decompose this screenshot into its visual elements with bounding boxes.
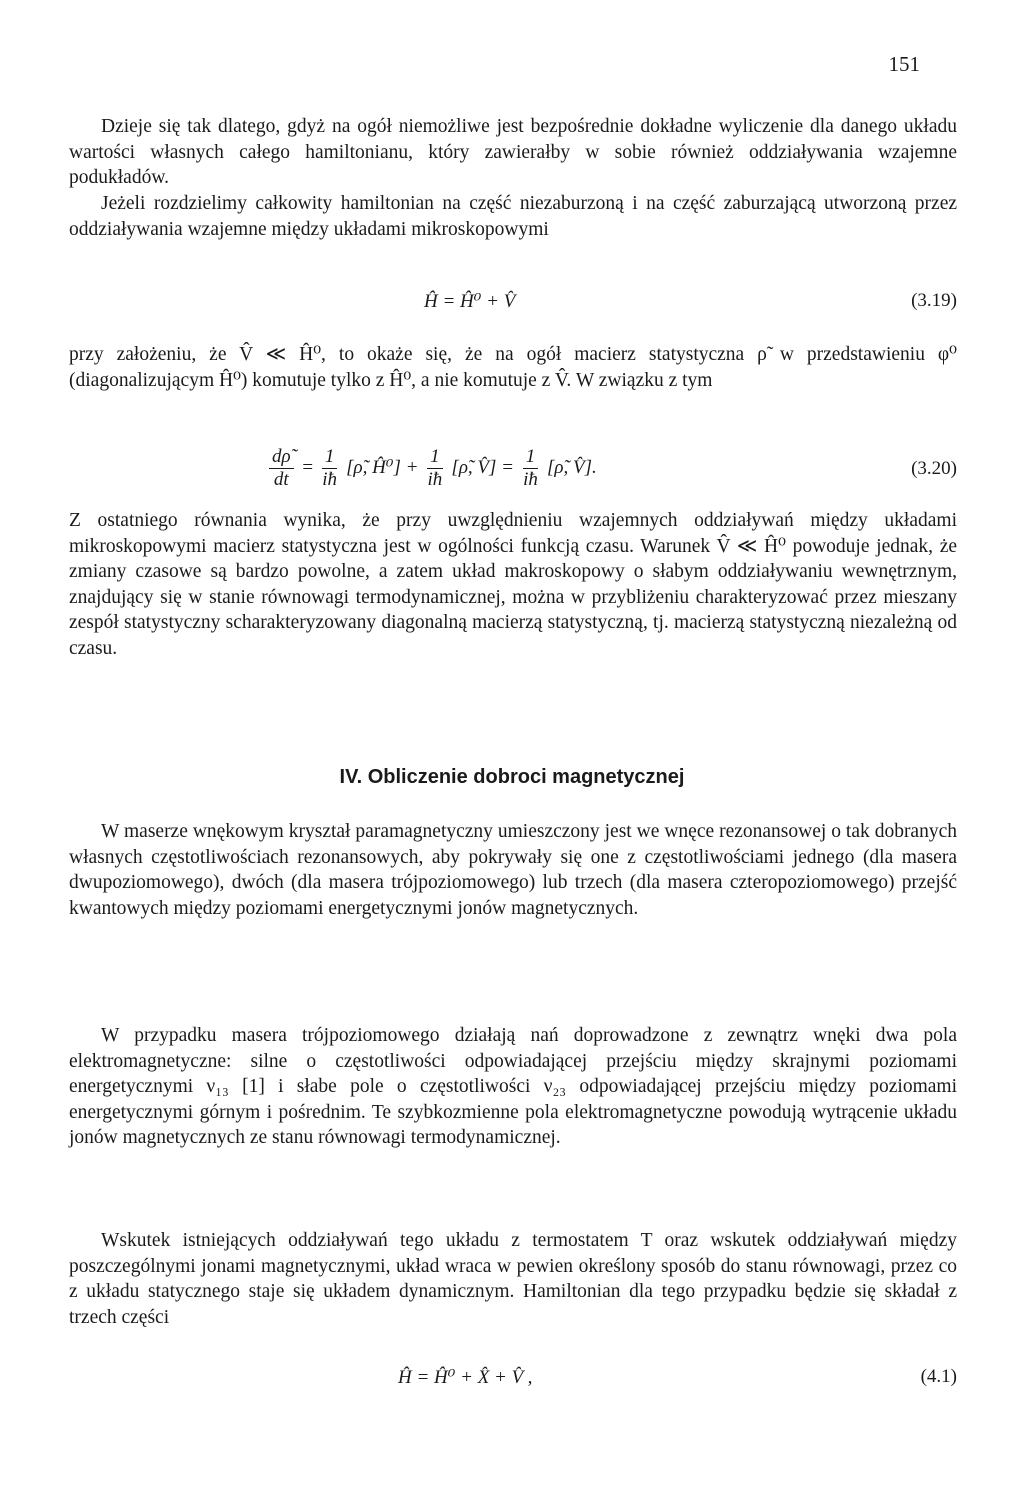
fraction-2 [427, 446, 443, 491]
paragraph-4: Z ostatniego równania wynika, że przy uwzględnieniu wzajemnych oddziaływań między układami mikroskopowymi macierz statystyczna jest w ogólności funkcją czasu. Warunek V̂ ≪ Ĥ⁰ powoduje jednak, że zmiany czasowe są bardzo powolne, a zatem układ makroskopowy o słabym oddziaływaniu wewnętrznym, znajdujący się w stanie równowagi termodynamicznej, można w przybliżeniu charakteryzować przez mieszany zespół statystyczny scharakteryzowany diagonalną macierzą statystyczną, tj. macierzą statystyczną niezależną od czasu. [69, 510, 957, 659]
equation-3-19-number: (3.19) [911, 290, 957, 311]
paragraph-5 [69, 819, 957, 921]
fraction-denominator: iħ [322, 469, 337, 490]
derivative-fraction [269, 446, 294, 491]
paragraph-2 [69, 191, 957, 242]
fraction-denominator: iħ [523, 469, 538, 490]
section-heading: IV. Obliczenie dobroci magnetycznej [339, 766, 685, 788]
commutator-term-1: [ρ̃, Ĥ⁰] + [346, 456, 419, 478]
fraction-numerator: 1 [427, 446, 443, 469]
fraction-numerator: 1 [523, 446, 539, 469]
fraction-1 [322, 446, 338, 491]
paragraph-6 [69, 1023, 957, 1151]
paragraph-7-text: Wskutek istniejących oddziaływań tego układu z termostatem T oraz wskutek oddziaływań między poszczególnymi jonami magnetycznymi, układ wraca w pewien określony sposób do stanu równowagi, przez co z układu statycznego staje się układem dynamicznym. Hamiltonian dla tego przypadku będzie się składał z trzech części [69, 1230, 957, 1328]
paragraph-1-text: Dzieje się tak dlatego, gdyż na ogół niemożliwe jest bezpośrednie dokładne wyliczenie dla danego układu wartości własnych całego hamiltonianu, który zawierałby w sobie również oddziaływania wzajemne podukładów. [69, 116, 957, 188]
fraction-denominator: iħ [427, 469, 443, 490]
equation-4-1: Ĥ = Ĥ⁰ + X̂ + V̂ , [398, 1367, 533, 1388]
paragraph-2-text: Jeżeli rozdzielimy całkowity hamiltonian na część niezaburzoną i na część zaburzającą utworzoną przez oddziaływania wzajemne między układami mikroskopowymi [69, 193, 957, 240]
paragraph-1 [69, 114, 957, 191]
paragraph-3: przy założeniu, że V̂ ≪ Ĥ⁰, to okaże się, że na ogół macierz statystyczna ρ̃ w przedstawieniu φ⁰ (diagonalizującym Ĥ⁰) komutuje tylko z Ĥ⁰, a nie komutuje z V̂. W związku z tym [69, 344, 957, 391]
equation-4-1-number: (4.1) [920, 1366, 957, 1387]
page-number: 151 [888, 52, 920, 76]
paragraph-7 [69, 1228, 957, 1330]
paragraph-6-text: W przypadku masera trójpoziomowego działają nań doprowadzone z zewnątrz wnęki dwa pola elektromagnetyczne: silne o częstotliwości odpowiadającej przejściu między skrajnymi poziomami energetycznymi ν₁₃ [1] i słabe pole o częstotliwości ν₂₃ odpowiadającej przejściu między poziomami energetycznymi górnym i pośrednim. Te szybkozmienne pola elektromagnetyczne powodują wytrącenie układu jonów magnetycznych ze stanu równowagi termodynamicznej. [69, 1025, 957, 1148]
commutator-term-3: [ρ̃, V̂]. [547, 456, 597, 478]
equation-3-20 [265, 446, 597, 491]
fraction-3 [523, 446, 539, 491]
fraction-numerator: dρ̃ [269, 446, 294, 469]
fraction-numerator: 1 [322, 446, 338, 469]
equation-3-20-number: (3.20) [911, 458, 957, 479]
equals-sign: = [302, 456, 314, 478]
fraction-denominator: dt [273, 469, 289, 490]
equation-3-19: Ĥ = Ĥ⁰ + V̂ [424, 291, 516, 312]
commutator-term-2: [ρ̃, V̂] = [451, 456, 515, 478]
paragraph-5-text: W maserze wnękowym kryształ paramagnetyczny umieszczony jest we wnęce rezonansowej o tak dobranych własnych częstotliwościach rezonansowych, aby pokrywały się one z częstotliwościami jednego (dla masera dwupoziomowego), dwóch (dla masera trójpoziomowego) lub trzech (dla masera czteropoziomowego) przejść kwantowych między poziomami energetycznymi jonów magnetycznych. [69, 821, 957, 919]
